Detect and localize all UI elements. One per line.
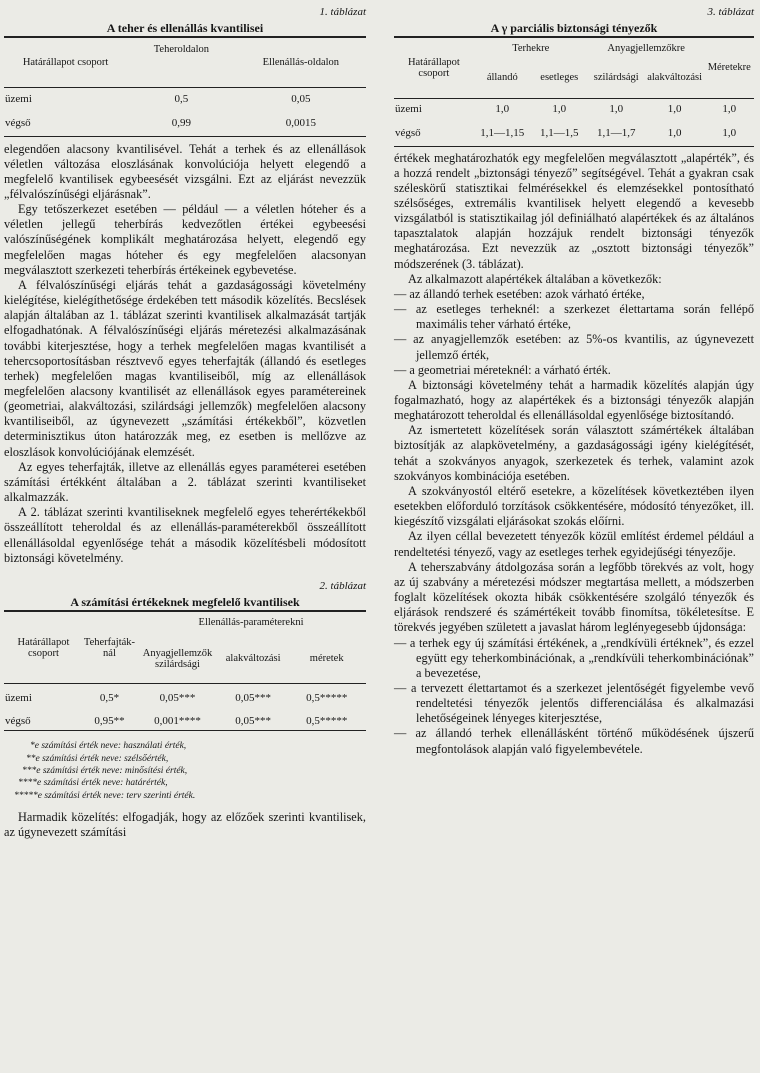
table3-cell: 1,0 (609, 103, 624, 116)
table3-cell: üzemi (395, 103, 422, 116)
paragraph: A félvalószínűségi eljárás tehát a gazdaságossági követelmény kielégítése, kielégíthetősége érdekében tett második közelítés. Becslések alapján általában az 1. táblázat szerinti kvantilisek alkalmazását tartják elfogadhatónak. A félvalószínűségi eljárás méretezési alkalmazásának további kiterjesztése, hogy a terhek megfelelően magas kvantilisét a tehercsoportosításban résztvevő egyes teherfajták (állandó és esetleges terhek) megfelelően magas kvantiliseiből, míg az ellenállások megfelelően alacsony kvantilisét az ellenállások egyes paramétereinek (geometriai, alakváltozási, szilárdsági jellemzők) megfelelően alacsony kvantiliseiből, az úgynevezett „számítási értékekből”, közvetlen determinisztikus úton határozzák meg, ez esetben is mellőzve az eloszlások konvolúciójának elemzését. (4, 277, 366, 459)
table1 (4, 38, 366, 137)
table2-header: Anyagjellemzők szilárdsági (136, 634, 219, 684)
table2-caption: 2. táblázat (319, 579, 366, 592)
table-row (394, 120, 754, 146)
paragraph: A biztonsági követelmény tehát a harmadik közelítés alapján úgy fogalmazható, hogy az alapértékek és a biztonsági tényezők alapján meghatározott teheroldal és ellenállásoldal egyenlősége biztosítandó. (394, 377, 754, 423)
table2-cell: 0,05*** (219, 711, 287, 731)
closing-paragraph: Harmadik közelítés: elfogadják, hogy az előzőek szerinti kvantilisek, az úgynevezett számítási (4, 809, 366, 840)
table3-header: Méretekre (705, 38, 754, 98)
right-body-text (394, 151, 754, 757)
table2-cell: 0,5***** (306, 691, 348, 704)
table-row (4, 684, 366, 711)
list-item: — a terhek egy új számítási értékének, a „rendkívüli értéknek”, és ezzel együtt egy teherkombinációnak, a „rendkívüli teherkombinációnak” a bevezetése, (394, 635, 754, 680)
table3-cell: 1,0 (705, 120, 754, 146)
table3-cell: 1,1—1,7 (588, 120, 645, 146)
table3-header: Terhekre (512, 42, 550, 54)
paragraph: értékek meghatározhatók egy megfelelően megválasztott „alapérték”, és a hozzá rendelt „biztonsági tényező” segítségével. Tehát a gyakran csak széleskörű statisztikai felmérésekkel és elemzésekkel pontosítható szélsőséges, extremális kvantilisek helyett elegendő a kevesebb vizsgálatból is statisztikailag jól definiálható alapértékek és az általános tapasztalatok alapján hozzájuk rendelt biztonsági tényezők meghatározása. Ezt nevezzük az „osztott biztonsági tényezők” módszerének (3. táblázat). (394, 150, 754, 271)
table3-cell: 1,0 (495, 103, 510, 116)
table1-title: A teher és ellenállás kvantilisei (4, 19, 366, 38)
table3-cell: 1,1—1,5 (531, 120, 588, 146)
paragraph: A 2. táblázat szerinti kvantiliseknek megfelelő egyes teherértékekből összeállított teheroldal és az ellenállás-paraméterekből összeállított ellenállásoldal egyenlősége tehát a második közelítésbeli módosított biztonsági követelmény. (4, 505, 366, 565)
table-row (394, 98, 754, 120)
footnote: *e számítási érték neve: használati érték, (30, 741, 187, 752)
table2-header: Határállapot csoport (4, 612, 83, 684)
table2-cell: üzemi (5, 691, 32, 704)
list-item: — a tervezett élettartamot és a szerkezet jelentőségét figyelembe vevő rendeltetési tényezők jelentős differenciálása és alkalmazási lehetőségeinek lényeges kiterjesztése, (394, 680, 754, 726)
table2-cell: 0,05*** (235, 691, 272, 704)
table2-cell: végső (4, 711, 83, 731)
table1-caption: 1. táblázat (319, 6, 366, 18)
table1-cell: 0,05 (291, 93, 311, 106)
table-row (4, 87, 366, 111)
table2-title: A számítási értékeknek megfelelő kvantilisek (4, 593, 366, 612)
table-row (4, 111, 366, 136)
table2-cell: 0,001**** (136, 711, 219, 731)
table1-cell: 0,99 (127, 111, 236, 136)
footnote: ***e számítási érték neve: minősítési érték, (22, 765, 188, 776)
table1-cell: üzemi (5, 93, 32, 106)
table3-subheader: esetleges (531, 58, 588, 98)
table2 (4, 612, 366, 732)
table2-cell: 0,5* (99, 691, 120, 704)
table3-title: A γ parciális biztonsági tényezők (394, 19, 754, 38)
table3-caption: 3. táblázat (707, 6, 754, 18)
table1-header: Határállapot csoport (4, 38, 127, 87)
paragraph: Az egyes teherfajták, illetve az ellenállás egyes paraméterei esetében számítási értékként általában a 2. táblázat szerinti kvantiliseket alkalmazzák. (4, 459, 366, 505)
footnote: **e számítási érték neve: szélsőérték, (26, 753, 169, 764)
footnote: *****e számítási érték neve: terv szerinti érték. (14, 790, 196, 801)
table2-header: alakváltozási (219, 634, 287, 684)
left-body-text (4, 142, 366, 566)
table-row (4, 711, 366, 731)
paragraph: elegendően alacsony kvantilisével. Tehát a terhek és az ellenállások véletlen változása eloszlásának konvolúciója helyett elegendő a megfelelő kvantilisek egybeesését vizsgálni. Ezt az eljárást nevezzük „félvalószínűségi eljárásnak”. (4, 141, 366, 201)
table1-header: Ellenállás-oldalon (236, 38, 366, 87)
table1-cell: 0,0015 (236, 111, 366, 136)
list-item: — a geometriai méreteknél: a várható érték. (394, 362, 611, 377)
paragraph: A teherszabvány átdolgozása során a legfőbb törekvés az volt, hogy az új szabvány a méretezési módszer megtartása mellett, a módszerben foglalt közelítések okozta hibák csökkentésére szolgáló tényezők és eljárások rendszeré és számértékeit tovább finomítsa, tökéletesítse. E törekvés jegyében született a javaslat három leglényegesebb újdonsága: (394, 559, 754, 635)
paragraph: Az ilyen céllal bevezetett tényezők közül említést érdemel például a rendeltetési tényező, vagy az esetleges terhek egyidejűségi tényezője. (394, 529, 754, 559)
table2-cell: 0,5***** (287, 711, 366, 731)
table1-header: Teheroldalon (127, 38, 236, 87)
table3-cell: 1,1—1,15 (474, 120, 531, 146)
table3 (394, 38, 754, 147)
table1-cell: 0,5 (174, 93, 189, 106)
table3-cell: végső (394, 120, 474, 146)
table2-footnotes (4, 740, 366, 801)
list-item: — az állandó terhek esetében: azok várható értéke, (394, 286, 645, 301)
table2-cell: 0,95** (83, 711, 136, 731)
list-item: — az esetleges terheknél: a szerkezet élettartama során fellépő maximális teher várható értéke, (394, 302, 754, 332)
table2-cell: 0,05*** (159, 691, 196, 704)
table2-header: méretek (287, 634, 366, 684)
table3-subheader: szilárdsági (588, 58, 645, 98)
table3-subheader: állandó (474, 58, 531, 98)
table3-cell: 1,0 (722, 103, 737, 116)
table3-header: Határállapot csoport (394, 38, 474, 98)
left-column (4, 0, 366, 840)
table3-subheader: alakváltozási (645, 58, 705, 98)
paragraph: A szokványostól eltérő esetekre, a közelítések következtében ilyen esetekben előforduló torzítások csökkentésére, módosító tényezőket, ill. kiegészítő vizsgálati eljárásokat szokás előírni. (394, 483, 754, 529)
table3-cell: 1,0 (645, 120, 705, 146)
table2-header: Teherfajták-nál (83, 612, 136, 684)
table3-cell: 1,0 (552, 103, 567, 116)
paragraph: Egy tetőszerkezet esetében — például — a véletlen hóteher és a véletlen jellegű teherbírás kedvezőtlen értékei egybeesési valószínűségének komplikált meghatározása helyett, elegendő egy megfelelően magas hóteher és egy megfelelően alacsonyan megválasztott szerkezeti teherbírás értékeinek egybevetése. (4, 202, 366, 277)
paragraph: Az ismertetett közelítések során választott számértékek általában biztosítják az alapkövetelmény, a gazdaságossági igény kielégítését, tehát a szokványos anyagok, szerkezetek és terhek, valamint azok szokványos kombinációja esetében. (394, 423, 754, 483)
paragraph: Az alkalmazott alapértékek általában a következők: (408, 271, 662, 286)
table3-header: Anyagjellemzőkre (607, 42, 685, 54)
footnote: ****e számítási érték neve: határérték, (18, 778, 168, 789)
right-column (394, 0, 754, 757)
list-item: — az állandó terhek ellenállásként történő működésének újszerű megfontolások alapján való figyelembevétele. (394, 726, 754, 756)
table1-cell: végső (4, 111, 127, 136)
table3-cell: 1,0 (667, 103, 682, 116)
table2-group-header: Ellenállás-paraméterekni (198, 617, 304, 629)
list-item: — az anyagjellemzők esetében: az 5%-os kvantilis, az úgynevezett jellemző érték, (394, 332, 754, 362)
